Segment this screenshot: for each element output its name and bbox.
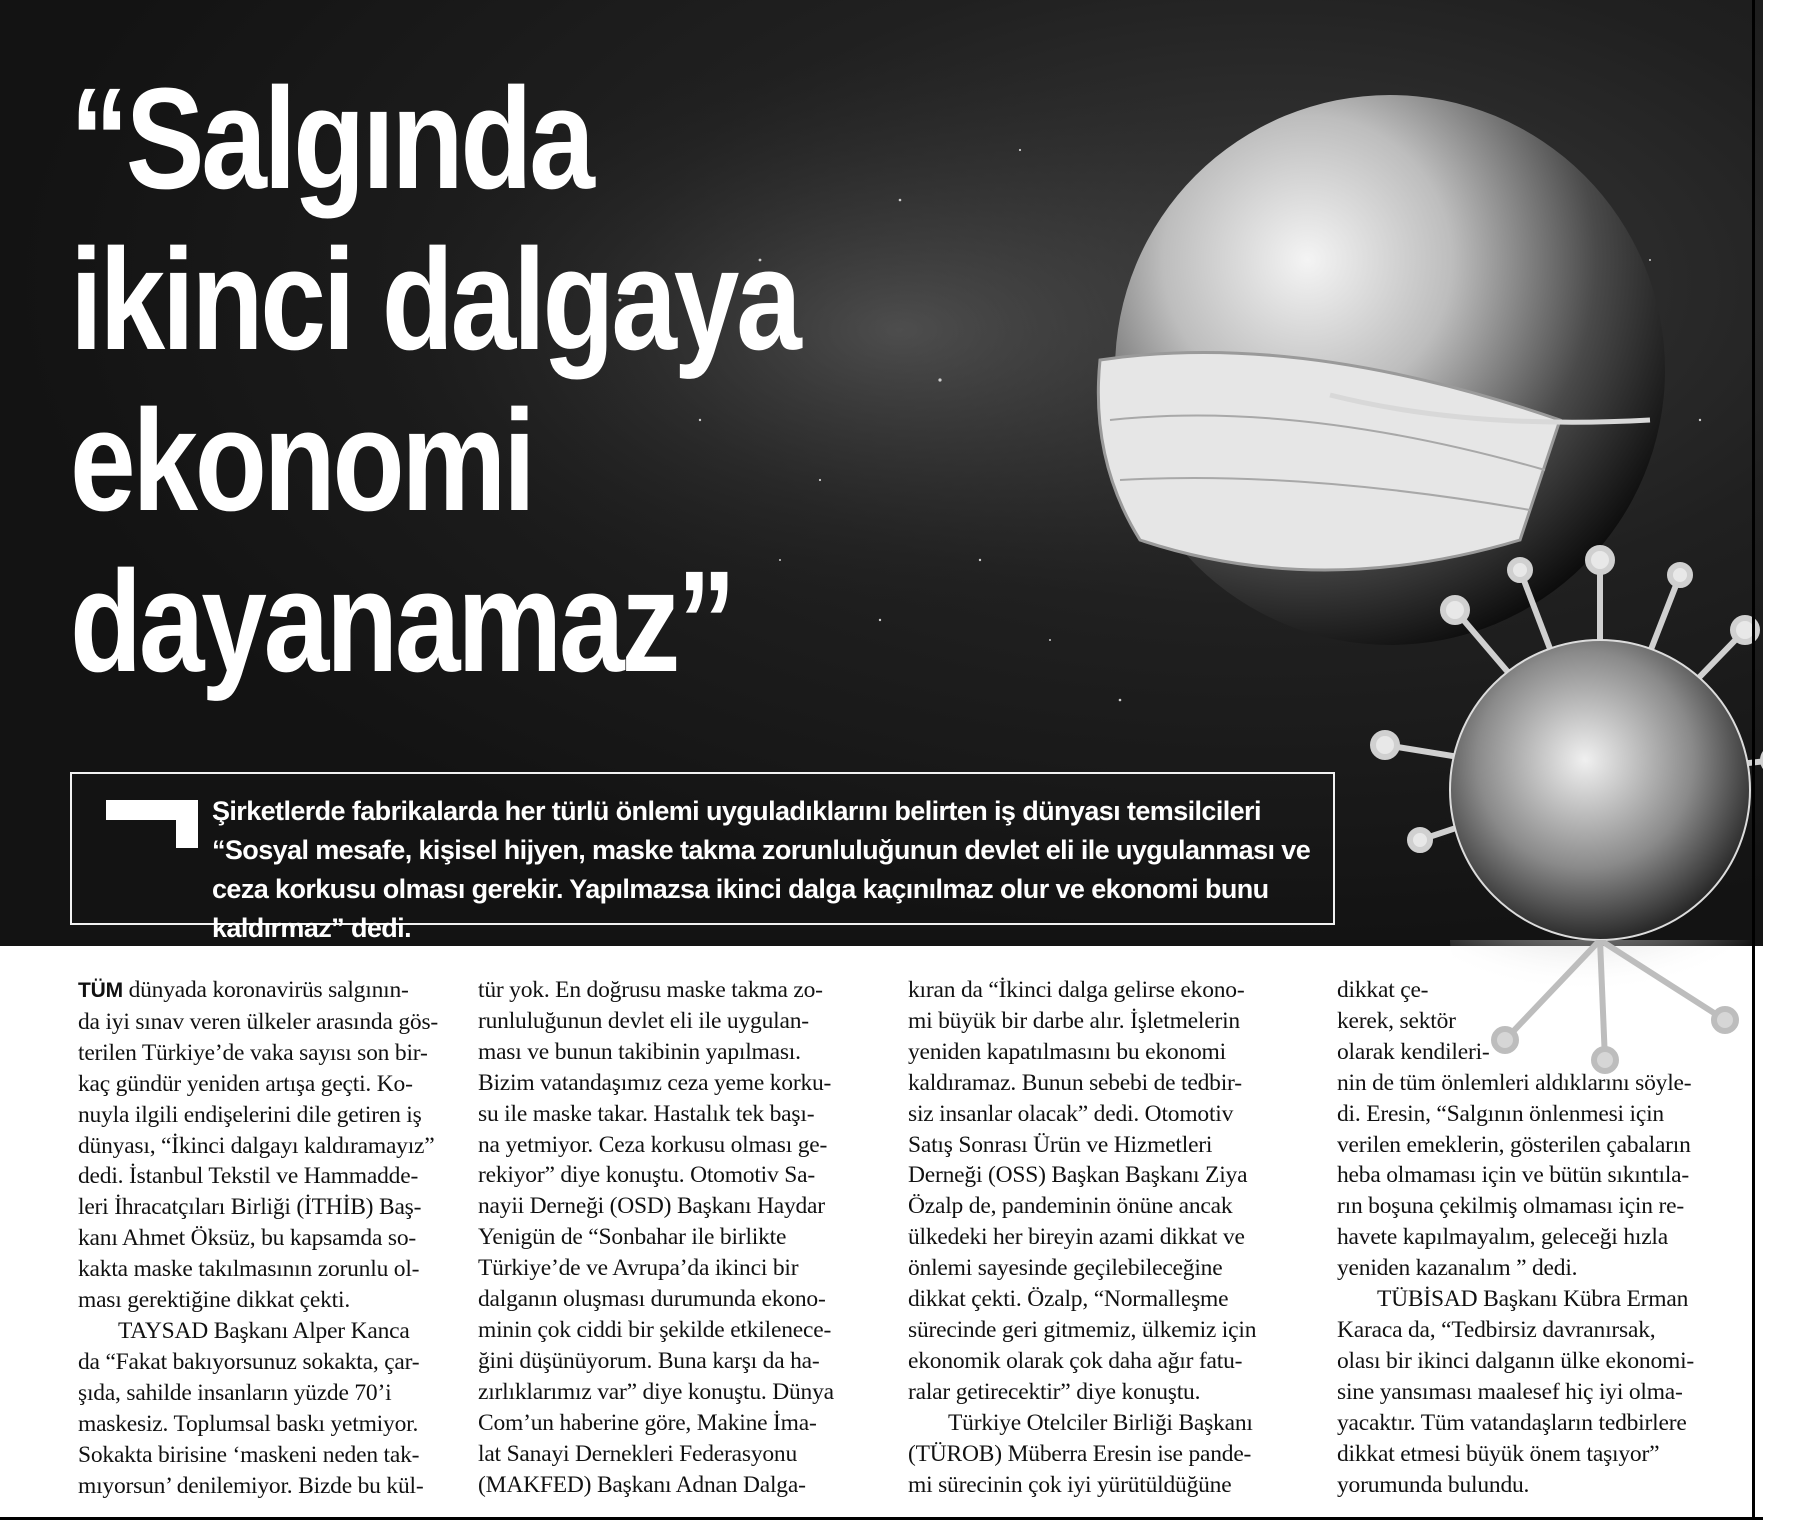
body-line: kaldıramaz. Bunun sebebi de tedbir-	[908, 1069, 1242, 1096]
body-line: dedi. İstanbul Tekstil ve Hammadde-	[78, 1163, 419, 1190]
body-line: mi büyük bir darbe alır. İşletmelerin	[908, 1007, 1240, 1034]
body-line: Satış Sonrası Ürün ve Hizmetleri	[908, 1131, 1213, 1158]
body-line: dalganın oluşması durumunda ekono-	[478, 1286, 826, 1313]
body-line: yorumunda bulundu.	[1337, 1471, 1530, 1498]
body-line: Özalp de, pandeminin önüne ancak	[908, 1193, 1233, 1220]
body-line: havete kapılmayalım, geleceği hızla	[1337, 1224, 1668, 1251]
column-3	[908, 975, 1280, 1500]
body-line: kaç gündür yeniden artışa geçti. Ko-	[78, 1070, 413, 1097]
column-1	[78, 975, 450, 1501]
body-line: terilen Türkiye’de vaka sayısı son bir-	[78, 1039, 428, 1066]
deck-box	[70, 772, 1335, 943]
body-line: da iyi sınav veren ülkeler arasında gös-	[78, 1008, 439, 1035]
body-line: TÜBİSAD Başkanı Kübra Erman	[1377, 1286, 1689, 1313]
body-line: ekonomik olarak çok daha ağır fatu-	[908, 1347, 1243, 1374]
body-line: siz insanlar olacak” dedi. Otomotiv	[908, 1100, 1234, 1127]
body-line: şıda, sahilde insanların yüzde 70’i	[78, 1379, 392, 1406]
body-line: (TÜROB) Müberra Eresin ise pande-	[908, 1440, 1252, 1467]
body-line: yeniden kapatılmasını bu ekonomi	[908, 1038, 1226, 1065]
dropcap-word: TÜM	[78, 979, 123, 1002]
body-line: rekiyor” diye konuştu. Otomotiv Sa-	[478, 1162, 815, 1189]
deck-text: Şirketlerde fabrikalarda her türlü önlemi uyguladıklarını belirten iş dünyası temsilcileri “Sosyal mesafe, kişisel hijyen, maske takma zorunluluğunun devlet eli ile uygulanması ve ceza korkusu olması gerekir. Yapılmazsa ikinci dalga kaçınılmaz olur ve ekonomi bunu kaldırmaz” dedi.	[212, 796, 1311, 943]
deck-marker-stem	[176, 800, 198, 848]
body-line: sine yansıması maalesef hiç iyi olma-	[1337, 1378, 1683, 1405]
body-line: ülkedeki her bireyin azami dikkat ve	[908, 1224, 1245, 1251]
body-line: dikkat çekti. Özalp, “Normalleşme	[908, 1286, 1229, 1313]
body-line: di. Eresin, “Salgının önlenmesi için	[1337, 1100, 1664, 1127]
body-line: Türkiye’de ve Avrupa’da ikinci bir	[478, 1255, 799, 1282]
bottom-border-rule	[0, 1517, 1763, 1520]
column-4	[1337, 975, 1737, 1500]
body-line: su ile maske takar. Hastalık tek başı-	[478, 1100, 815, 1127]
body-line: yacaktır. Tüm vatandaşların tedbirlere	[1337, 1409, 1687, 1436]
body-line: heba olmaması için ve bütün sıkıntıla-	[1337, 1162, 1690, 1189]
body-line: TAYSAD Başkanı Alper Kanca	[118, 1317, 410, 1344]
body-line: önlemi sayesinde geçilebileceğine	[908, 1255, 1223, 1282]
right-border-rule	[1752, 0, 1755, 1519]
body-line: ralar getirecektir” diye konuştu.	[908, 1378, 1201, 1405]
body-line: kerek, sektör	[1337, 1007, 1456, 1034]
body-line: kanı Ahmet Öksüz, bu kapsamda so-	[78, 1225, 417, 1252]
body-line: olarak kendileri-	[1337, 1038, 1490, 1065]
body-line: olası bir ikinci dalganın ülke ekonomi-	[1337, 1347, 1695, 1374]
body-line: sürecinde geri gitmemiz, ülkemiz için	[908, 1316, 1257, 1343]
body-line: verilen emeklerin, gösterilen çabaların	[1337, 1131, 1691, 1158]
body-line: mıyorsun’ denilemiyor. Bizde bu kül-	[78, 1472, 424, 1499]
body-line: nin de tüm önlemleri aldıklarını söyle-	[1337, 1069, 1692, 1096]
body-line: rın boşuna çekilmiş olmaması için re-	[1337, 1193, 1684, 1220]
body-line: dünyada koronavirüs salgının-	[122, 977, 409, 1003]
body-line: Derneği (OSS) Başkan Başkanı Ziya	[908, 1162, 1248, 1189]
body-line: zırlıklarımız var” diye konuştu. Dünya	[478, 1378, 834, 1405]
body-line: na yetmiyor. Ceza korkusu olması ge-	[478, 1131, 828, 1158]
headline: “Salgında ikinci dalgaya ekonomi dayanamaz”	[70, 58, 799, 702]
body-line: tür yok. En doğrusu maske takma zo-	[478, 977, 823, 1003]
body-line: dikkat çe-	[1337, 977, 1429, 1003]
virus-body	[1450, 640, 1750, 940]
body-line: Sokakta birisine ‘maskeni neden tak-	[78, 1441, 420, 1468]
body-line: Com’un haberine göre, Makine İma-	[478, 1409, 817, 1436]
page-margin	[1763, 0, 1815, 1530]
body-line: ğini düşünüyorum. Buna karşı da ha-	[478, 1347, 820, 1374]
body-line: ması gerektiğine dikkat çekti.	[78, 1287, 350, 1314]
body-line: Yenigün de “Sonbahar ile birlikte	[478, 1224, 787, 1251]
body-line: yeniden kazanalım ” dedi.	[1337, 1255, 1578, 1282]
body-line: nayii Derneği (OSD) Başkanı Haydar	[478, 1193, 825, 1220]
body-line: lat Sanayi Dernekleri Federasyonu	[478, 1440, 798, 1467]
body-line: Türkiye Otelciler Birliği Başkanı	[948, 1409, 1253, 1436]
body-line: dünyası, “İkinci dalgayı kaldıramayız”	[78, 1132, 435, 1159]
body-line: nuyla ilgili endişelerini dile getiren iş	[78, 1101, 422, 1128]
body-line: kıran da “İkinci dalga gelirse ekono-	[908, 977, 1245, 1003]
body-line: runluluğunun devlet eli ile uygulan-	[478, 1007, 809, 1034]
body-line: kakta maske takılmasının zorunlu ol-	[78, 1256, 420, 1283]
body-line: maskesiz. Toplumsal baskı yetmiyor.	[78, 1410, 419, 1437]
body-line: (MAKFED) Başkanı Adnan Dalga-	[478, 1471, 806, 1498]
body-line: ması ve bunun takibinin yapılması.	[478, 1038, 801, 1065]
body-line: Karaca da, “Tedbirsiz davranırsak,	[1337, 1316, 1656, 1343]
body-line: leri İhracatçıları Birliği (İTHİB) Baş-	[78, 1194, 422, 1221]
body-line: mi sürecinin çok iyi yürütüldüğüne	[908, 1471, 1232, 1498]
column-2	[478, 975, 850, 1500]
body-line: da “Fakat bakıyorsunuz sokakta, çar-	[78, 1348, 420, 1375]
body-line: Bizim vatandaşımız ceza yeme korku-	[478, 1069, 832, 1096]
body-line: minin çok ciddi bir şekilde etkilenece-	[478, 1316, 832, 1343]
body-line: dikkat etmesi büyük önem taşıyor”	[1337, 1440, 1660, 1467]
